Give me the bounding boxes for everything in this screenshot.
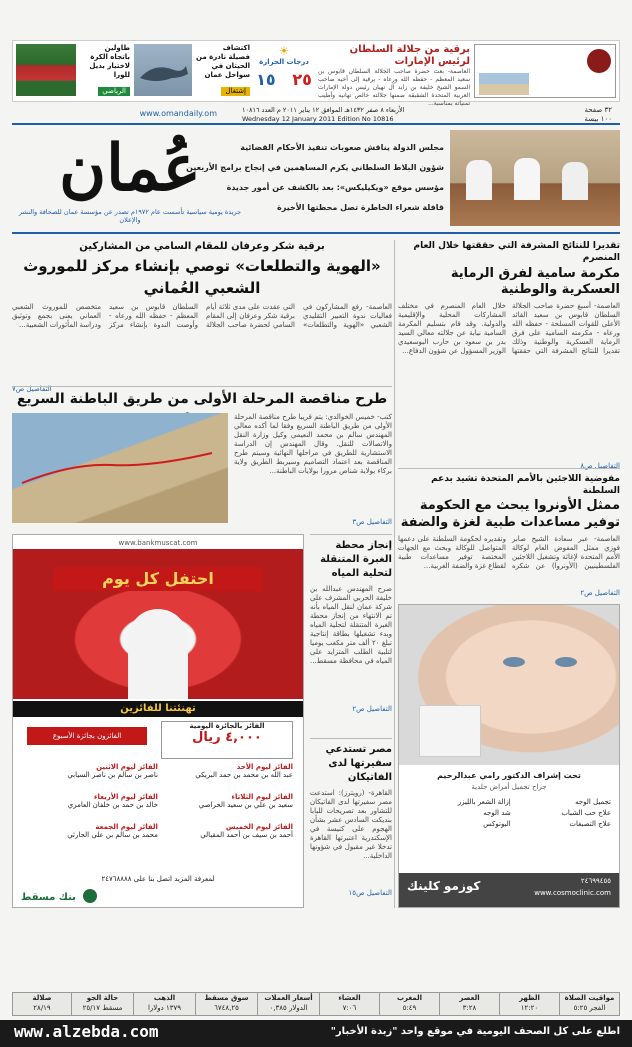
bank-ad-footer: لمعرفة المزيد اتصل بنا على ٢٤٧٦٨٨٨٨ (101, 875, 215, 883)
market-cell: العشاء ٧:٠٦ (319, 993, 379, 1015)
bank-ad[interactable] (12, 534, 304, 908)
winner-item: الفائز ليوم الخميس أحمد بن سيف بن أحمد المقبالي (200, 823, 293, 839)
daily-prize-amount: ٤,٠٠٠ ريال (192, 730, 262, 745)
top-story-text: العاصمة- بعث حضرة صاحب الجلالة السلطان قابوس بن سعيد المعظم - حفظه الله ورعاه - برقية إلى أخيه صاحب السمو الشيخ خليفة بن زايد آل نهيان رئيس دولة الإمارات العربية المتحدة الشقيقة ضمنها جلالته خالص تهانيه وأطيب تمنياته بمناسبة... (318, 68, 470, 107)
clinic-ad-title: تحت إشراف الدكتور رامي عبدالرحيم (437, 771, 581, 780)
bank-ad-photo (13, 549, 303, 699)
unrwa-story-title: ممثل الأونروا يبحث مع الحكومة توفير مساعدات طبية لغزة والضفة (400, 498, 620, 530)
daily-prize-label: الفائز بالجائزة اليومية (189, 722, 265, 730)
index-item[interactable]: قافلة شعراء الخاطرة تصل محطتها الأخيرة (277, 203, 444, 212)
clinic-phone[interactable]: ٢٤٦٩٩٤٥٥ (580, 877, 611, 885)
market-cell: أسعار العملات الدولار ٠,٣٨٥ (257, 993, 319, 1015)
rifle-story-text: العاصمة- أسبغ حضرة صاحب الجلالة السلطان قابوس بن سعيد القائد الأعلى للقوات المسلحة - حفظه الله ورعاه - مكرمته السامية على فرق الرماية العسكرية والوطنية وذلك تقديرا للنتائج المشرفة التي حققتها خلال العام المنصرم في مختلف المشاركات المحلية والإقليمية والدولية. وقد قام بتسليم المكرمة السامية نيابة عن جلالته معالي السيد بدر بن سعود بن حارب البوسعيدي الوزير المسؤول عن شؤون الدفاع... (398, 302, 620, 355)
watermark-bar (0, 1020, 632, 1047)
sports-promo-label: طاولين (104, 44, 130, 52)
index-item[interactable]: مؤسس موقع «ويكيليكس»: بعد بالكشف عن أمور جديدة (226, 183, 444, 192)
water-story-title: إنجاز محطة الغبرة المتنقلة لتحلية المياه (320, 540, 392, 579)
water-story-text: صرح المهندس عبدالله بن خليفة الحربي المشرف على شركة عمان لنقل المياه بأنه تم الانتهاء من إنجاز محطة الغبرة المتنقلة لتحلية المياه وبدء تشغيلها بطاقة إنتاجية تبلغ ٢٠ ألف متر مكعب يوميا لتلبية الطلب المتزايد على المياه في محافظة مسقط... (310, 585, 392, 665)
market-cell: الذهب ١٣٧٩ دولارا (133, 993, 195, 1015)
water-story-more[interactable]: التفاصيل ص٢ (352, 705, 392, 713)
front-index (186, 138, 444, 224)
bank-logo-icon (83, 889, 97, 903)
weather-min: ١٥ (256, 70, 276, 89)
whale-promo[interactable] (194, 44, 250, 96)
road-story[interactable] (12, 386, 392, 526)
unrwa-story-more[interactable]: التفاصيل ص٢ (580, 589, 620, 597)
clinic-face-photo (399, 605, 619, 765)
heritage-story-kicker: برقية شكر وعرفان للمقام السامي من المشاركين (79, 241, 325, 252)
bank-ad-brand: بنك مسقط (21, 892, 76, 903)
road-map[interactable] (12, 413, 228, 523)
whale-icon (134, 44, 192, 96)
council-photo[interactable] (450, 130, 620, 226)
puzzle-piece-icon (419, 705, 481, 757)
sun-cloud-icon: ☀ (278, 44, 290, 58)
college-logo (587, 49, 611, 73)
unrwa-story-kicker: مفوضية اللاجئين بالأمم المتحدة تشيد بدعم السلطنة (431, 474, 620, 496)
college-building-photo (479, 73, 529, 95)
weather-max: ٢٥ (292, 70, 312, 89)
clinic-url[interactable]: www.cosmoclinic.com (534, 889, 611, 897)
heritage-story-text: العاصمة- رفع المشاركون في فعاليات ندوة التعبير التقليدي الشعبي «الهوية والتطلعات» التي عقدت على مدى ثلاثة أيام برقية شكر وعرفان إلى المقام السامي لحضرة صاحب الجلالة السلطان قابوس بن سعيد المعظم - حفظه الله ورعاه - وأوصت الندوة بإنشاء مركز متخصص للموروث الشعبي العماني يعنى بجمع وتوثيق ودراسة المأثورات الشعبية... (12, 303, 392, 329)
sports-promo-photo[interactable] (16, 44, 76, 96)
clinic-brand: كوزمو كلينك (407, 879, 481, 893)
masthead-title: عُمان (59, 131, 201, 206)
header-divider (12, 232, 620, 234)
price: ١٠٠ بيسة (584, 115, 612, 123)
market-cell: صلالة ٢٨/١٩ (32, 994, 52, 1012)
weather-box (254, 44, 314, 96)
market-cell: سوق مسقط ٦٧٤٨,٢٥ (195, 993, 257, 1015)
watermark-url[interactable]: www.alzebda.com (14, 1022, 159, 1041)
clinic-ad[interactable] (398, 604, 620, 908)
clinic-service-item: شد الوجه (483, 809, 511, 817)
sports-promo-text: باتجاه الكرة لاختيار بديل للورا (89, 53, 130, 79)
clinic-service-item: البوتوكس (483, 820, 511, 828)
bank-ad-url[interactable]: www.bankmuscat.com (118, 539, 198, 547)
bank-daily-prize (161, 721, 293, 759)
college-ad[interactable] (474, 44, 616, 98)
masthead (16, 130, 244, 226)
clinic-brand-bar (399, 873, 619, 907)
clinic-service-item: تجميل الوجه (575, 798, 611, 806)
market-cell: الظهر ١٢:٢٠ (499, 993, 559, 1015)
road-map-route (12, 413, 228, 523)
winner-item: الفائز ليوم الجمعة محمد بن سالم بن علي الحارثي (67, 823, 158, 839)
whale-promo-tag: إشتغال (221, 87, 250, 96)
bank-ad-slogan: احتفل كل يوم (53, 567, 263, 591)
heritage-story[interactable] (12, 240, 392, 393)
dateline (12, 105, 620, 125)
bank-ad-banner: تهنئتنا للفائزين (13, 701, 303, 717)
unrwa-story-text: العاصمة- عبر سعادة الشيخ صابر فوزي ممثل المفوض العام لوكالة الأمم المتحدة لإغاثة وتشغيل اللاجئين الفلسطينيين (الأونروا) عن شكره وتقديره لحكومة السلطنة على دعمها المتواصل للوكالة وبحث مع الجهات المختصة توفير مساعدات طبية لقطاع غزة والضفة الغربية... (398, 535, 620, 570)
market-cell: مواقيت الصلاة الفجر ٥:٢٥ (559, 993, 619, 1015)
unrwa-story[interactable] (398, 468, 620, 598)
date-arabic: الأربعاء ٨ صفر ١٤٣٢هـ الموافق ١٢ يناير ٢٠١١ م العدد ١٠٨١٦ (242, 106, 405, 114)
winner-item: الفائز ليوم الاثنين ناصر بن سالم بن ناصر السيابي (67, 763, 158, 779)
market-cell: العصر ٣:٢٨ (439, 993, 499, 1015)
heritage-story-more[interactable]: التفاصيل ص٧ (12, 385, 52, 393)
whale-promo-label: اكتشاف (222, 44, 250, 52)
market-cell: حالة الجو مسقط ٢٥/١٧ (71, 993, 133, 1015)
winner-item: الفائز ليوم الثلاثاء سعيد بن علي بن سعيد الحراصي (198, 793, 293, 809)
road-story-title: طرح مناقصة المرحلة الأولى من طريق الباطنة السريع (16, 391, 388, 407)
sports-promo-tag: الرياضي (98, 87, 130, 96)
rifle-story-more[interactable]: التفاصيل ص٨ (580, 462, 620, 470)
bank-winners (23, 763, 293, 853)
road-story-more[interactable]: التفاصيل ص٣ (352, 518, 392, 526)
weekly-prize-label: الفائزون بجائزة الأسبوع (27, 727, 147, 745)
heritage-story-title: «الهوية والتطلعات» توصي بإنشاء مركز للموروث الشعبي العُماني (23, 257, 381, 297)
fan-figure (128, 609, 188, 699)
road-story-text: كتب- خميس الخوالدي: يتم قريبا طرح مناقصة المرحلة الأولى من طريق الباطنة السريع وفقا لما أكده معالي المهندس سالم بن محمد النعيمي وكيل وزارة النقل والاتصالات للنقل. وقال المهندس إن الدراسة الاستشارية للطريق في مراحلها النهائية وسيتم طرح المناقصة بعد اعتماد التصاميم وسيربط الطريق ولاية بركاء بولاية شناص مرورا بولايات الباطنة... (234, 413, 392, 475)
top-story-title: برقية من جلالة السلطان لرئيس الإمارات (349, 44, 470, 67)
egypt-story-title: مصر تستدعي سفيرتها لدى الفاتيكان (325, 744, 392, 783)
sports-promo[interactable] (78, 44, 130, 96)
clinic-service-item: علاج التصبغات (569, 820, 611, 828)
egypt-story-more[interactable]: التفاصيل ص١٥ (348, 889, 392, 897)
column-divider (394, 240, 395, 908)
egypt-story[interactable] (310, 738, 392, 908)
winner-item: الفائز ليوم الأربعاء خالد بن حمد بن خلفان العامري (67, 793, 158, 809)
index-item[interactable]: مجلس الدولة يناقش صعوبات تنفيذ الأحكام القضائية (240, 143, 444, 152)
whale-promo-photo[interactable] (134, 44, 192, 96)
index-item[interactable]: شؤون البلاط السلطاني يكرم المساهمين في إنجاح برامج الأربعين (186, 163, 444, 172)
clinic-service-item: علاج حب الشباب (561, 809, 611, 817)
rifle-story-kicker: تقديرا للنتائج المشرفة التي حققتها خلال العام المنصرم (413, 241, 620, 263)
winner-item: الفائز ليوم الأحد عبد الله بن محمد بن حمد البريكي (195, 763, 293, 779)
rifle-story[interactable] (398, 240, 620, 470)
clinic-ad-subtitle: جراح تجميل أمراض جلدية (471, 783, 547, 791)
clinic-eye-icon (503, 657, 525, 667)
clinic-services (407, 797, 611, 830)
pages-count: ٣٢ صفحة (584, 106, 612, 114)
clinic-service-item: إزالة الشعر بالليزر (457, 798, 511, 806)
rifle-story-title: مكرمة سامية لفرق الرماية العسكرية والوطنية (450, 266, 620, 297)
date-english: Wednesday 12 January 2011 Edition No 10816 (242, 115, 394, 123)
egypt-story-text: القاهرة- (رويترز): استدعت مصر سفيرتها لدى الفاتيكان للتشاور بعد تصريحات للبابا بنديكت السادس عشر بشأن الهجوم على كنيسة في الإسكندرية اعتبرتها القاهرة تدخلا غير مقبول في شؤونها الداخلية... (310, 789, 392, 860)
clinic-eye-icon (555, 657, 577, 667)
market-bar (12, 992, 620, 1016)
market-cell: المغرب ٥:٤٩ (379, 993, 439, 1015)
weather-label: درجات الحرارة (259, 58, 309, 66)
whale-promo-text: فصيلة نادرة من الحيتان في سواحل عمان (196, 53, 250, 79)
masthead-tagline: جريدة يومية سياسية تأسست عام ١٩٧٢م تصدر عن مؤسسة عمان للصحافة والنشر والإعلان (18, 208, 242, 224)
watermark-text: اطلع على كل الصحف اليومية في موقع واحد "زبدة الأخبار" (330, 1026, 620, 1037)
top-story[interactable] (318, 44, 470, 107)
water-story[interactable] (310, 534, 392, 734)
website-link[interactable]: www.omandaily.om (139, 109, 217, 118)
